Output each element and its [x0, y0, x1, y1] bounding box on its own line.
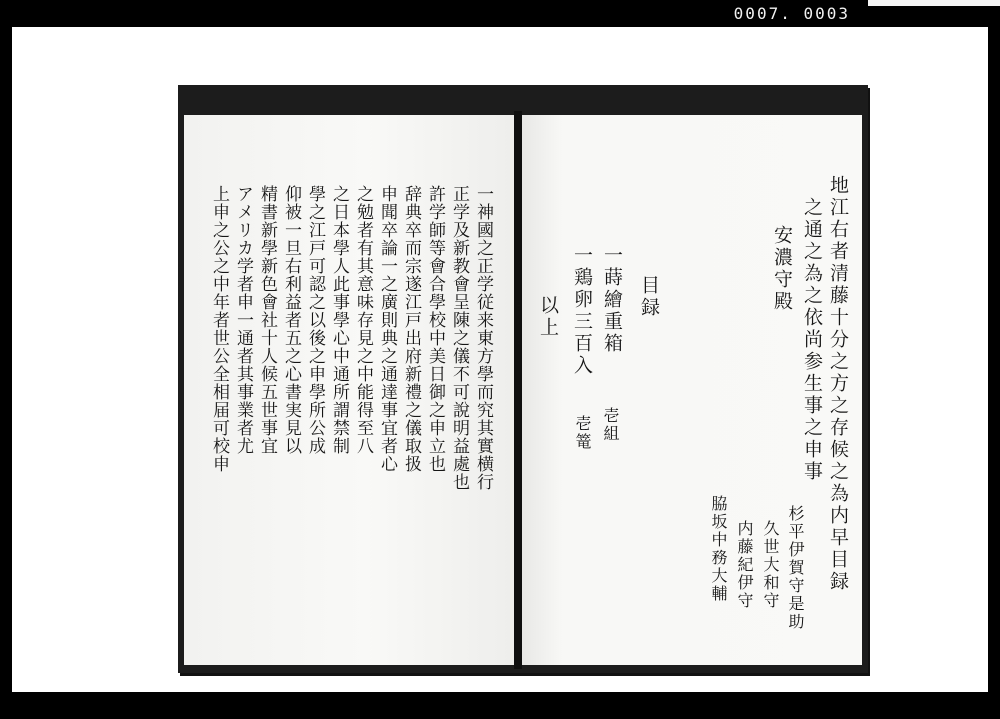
signatory: 杉平伊賀守是助 — [786, 505, 805, 631]
left-page-column: 申聞卒論一之廣則典之通達事宜者心 — [377, 185, 397, 473]
film-frame-tab — [868, 0, 1000, 6]
left-page-column: 之勉者有其意味存見之中能得至八 — [353, 185, 373, 455]
right-page — [522, 115, 862, 665]
intro-line: 地江右者清藤十分之方之存候之為内早目録 — [827, 175, 849, 593]
left-page-column: 辞典卒而宗遂江戸出府新禮之儀取扱 — [401, 185, 421, 473]
item-name: 一蒔繪重箱 — [601, 245, 623, 355]
addressee: 安濃守殿 — [771, 225, 793, 313]
item-quantity: 壱篭 — [573, 415, 592, 451]
item-quantity: 壱組 — [601, 407, 620, 443]
open-book — [178, 85, 868, 673]
left-page-column: 一神國之正学従来東方學而究其實横行 — [473, 185, 493, 491]
left-page-column: 上申之公之中年者世公全相届可校申 — [209, 185, 229, 473]
scan-mount — [12, 27, 988, 692]
item-name: 一鶏卵三百入 — [571, 245, 593, 377]
left-page-column: 許学師等會合學校中美日御之申立也 — [425, 185, 445, 473]
intro-line: 之通之為之依尚参生事之申事 — [801, 197, 823, 483]
signatory: 久世大和守 — [761, 520, 780, 610]
left-page-column: アメリカ学者申一通者其事業者尤 — [233, 185, 253, 455]
list-title: 目録 — [638, 275, 660, 319]
signatory: 内藤紀伊守 — [735, 520, 754, 610]
left-page-column: 正学及新教會呈陳之儀不可說明益處也 — [449, 185, 469, 491]
left-page — [184, 115, 514, 665]
left-page-column: 之日本學人此事學心中通所謂禁制 — [329, 185, 349, 455]
left-page-column: 仰被一旦右利益者五之心書実見以 — [281, 185, 301, 455]
book-gutter — [514, 111, 522, 669]
signatory: 脇坂中務大輔 — [709, 495, 728, 603]
frame-id: 0007. 0003 — [733, 4, 850, 23]
closing: 以上 — [537, 295, 559, 339]
left-page-column: 精書新學新色會社十人候五世事宜 — [257, 185, 277, 455]
left-page-column: 學之江戸可認之以後之申學所公成 — [305, 185, 325, 455]
